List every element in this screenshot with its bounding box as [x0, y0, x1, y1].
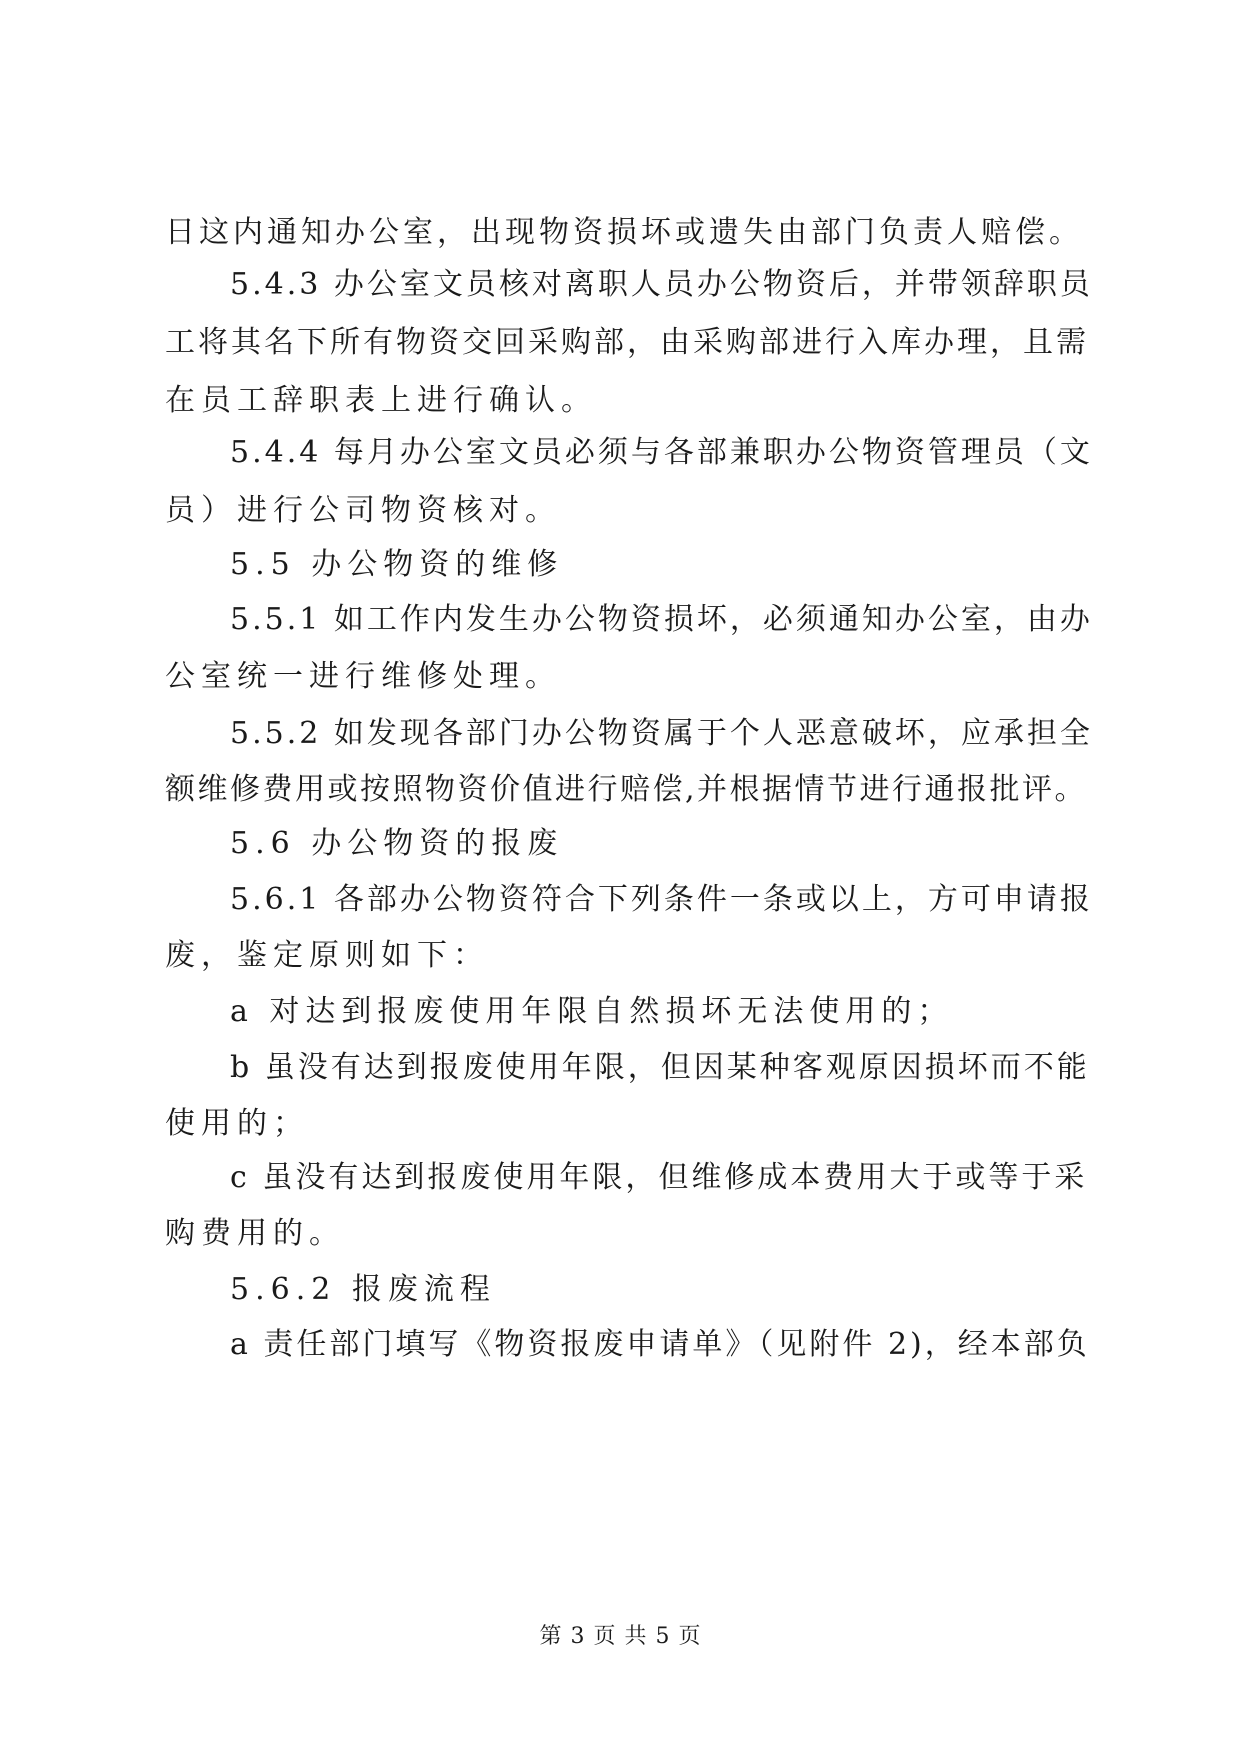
- body-text-line: 使用的；: [165, 1106, 309, 1141]
- section-heading-5-5: 5.5 办公物资的维修: [230, 547, 564, 582]
- body-text-line: 废，鉴定原则如下：: [165, 938, 489, 973]
- clause-5-6-1: 5.6.1 各部办公物资符合下列条件一条或以上，方可申请报: [230, 882, 1093, 917]
- clause-5-4-4: 5.4.4 每月办公室文员必须与各部兼职办公物资管理员（文: [230, 435, 1093, 470]
- clause-5-5-1: 5.5.1 如工作内发生办公物资损坏，必须通知办公室，由办: [230, 602, 1093, 637]
- criterion-c: c 虽没有达到报废使用年限，但维修成本费用大于或等于采: [230, 1160, 1088, 1195]
- criterion-b: b 虽没有达到报废使用年限，但因某种客观原因损坏而不能: [230, 1050, 1090, 1085]
- criterion-a: a 对达到报废使用年限自然损坏无法使用的；: [230, 994, 954, 1029]
- procedure-step-a: a 责任部门填写《物资报废申请单》（见附件 2)，经本部负: [230, 1327, 1090, 1362]
- body-text-line: 在员工辞职表上进行确认。: [165, 383, 597, 418]
- body-text-line: 公室统一进行维修处理。: [165, 659, 561, 694]
- page-number-footer: 第 3 页 共 5 页: [539, 1624, 702, 1649]
- body-text-line: 日这内通知办公室，出现物资损坏或遗失由部门负责人赔偿。: [165, 215, 1083, 250]
- body-text-line: 购费用的。: [165, 1216, 345, 1251]
- clause-5-6-2: 5.6.2 报废流程: [230, 1272, 496, 1307]
- clause-5-5-2: 5.5.2 如发现各部门办公物资属于个人恶意破坏，应承担全: [230, 716, 1093, 751]
- body-text-line: 额维修费用或按照物资价值进行赔偿,并根据情节进行通报批评。: [165, 772, 1088, 807]
- body-text-line: 员）进行公司物资核对。: [165, 493, 561, 528]
- section-heading-5-6: 5.6 办公物资的报废: [230, 826, 564, 861]
- clause-5-4-3: 5.4.3 办公室文员核对离职人员办公物资后，并带领辞职员: [230, 267, 1093, 302]
- body-text-line: 工将其名下所有物资交回采购部，由采购部进行入库办理，且需: [165, 325, 1089, 360]
